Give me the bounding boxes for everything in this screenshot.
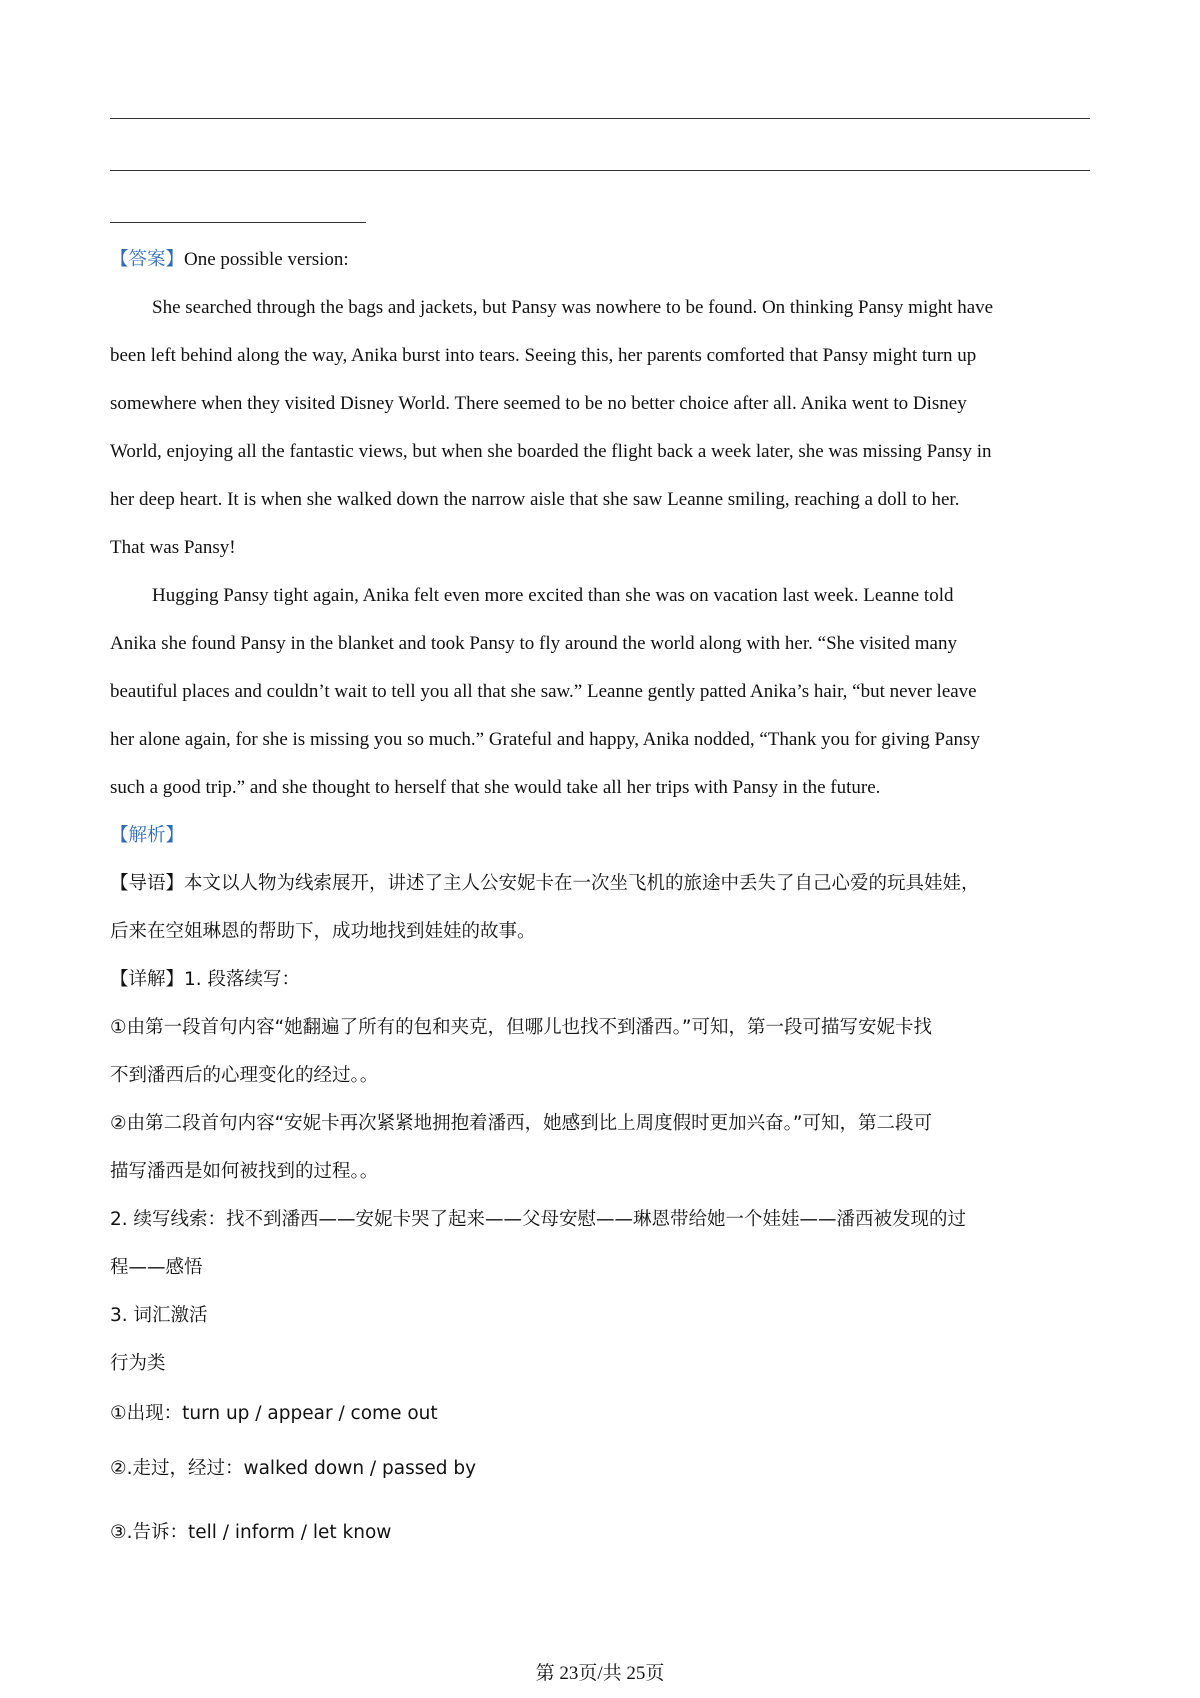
answer-line: somewhere when they visited Disney World. There seemed to be no better choice after all. Anika went to Disney — [110, 393, 967, 414]
analysis-line: 【导语】本文以人物为线索展开，讲述了主人公安妮卡在一次坐飞机的旅途中丢失了自己心爱的玩具娃娃， — [110, 873, 980, 894]
vocab-item: ①出现：turn up / appear / come out — [110, 1403, 438, 1424]
analysis-line: 行为类 — [110, 1353, 166, 1374]
analysis-line: ②由第二段首句内容“安妮卡再次紧紧地拥抱着潘西，她感到比上周度假时更加兴奋。”可知，第二段可 — [110, 1113, 933, 1134]
analysis-line: 程——感悟 — [110, 1257, 203, 1278]
answer-line: World, enjoying all the fantastic views, but when she boarded the flight back a week later, she was missing Pansy in — [110, 441, 992, 462]
answer-blank-line-3 — [110, 222, 366, 223]
analysis-line: 3. 词汇激活 — [110, 1305, 208, 1326]
answer-line: such a good trip.” and she thought to herself that she would take all her trips with Pansy in the future. — [110, 777, 881, 798]
vocab-item: ②.走过，经过：walked down / passed by — [110, 1458, 477, 1479]
answer-line: Hugging Pansy tight again, Anika felt even more excited than she was on vacation last week. Leanne told — [152, 585, 954, 606]
answer-line: her deep heart. It is when she walked down the narrow aisle that she saw Leanne smiling, reaching a doll to her. — [110, 489, 960, 510]
answer-blank-line-1 — [110, 118, 1090, 119]
analysis-line: 2. 续写线索：找不到潘西——安妮卡哭了起来——父母安慰——琳恩带给她一个娃娃——潘西被发现的过 — [110, 1209, 967, 1230]
page-number: 第 23页/共 25页 — [535, 1663, 665, 1684]
answer-intro: One possible version: — [184, 249, 349, 270]
answer-line: been left behind along the way, Anika burst into tears. Seeing this, her parents comforted that Pansy might turn up — [110, 345, 977, 366]
vocab-item: ③.告诉：tell / inform / let know — [110, 1522, 392, 1543]
analysis-line: 描写潘西是如何被找到的过程。。 — [110, 1161, 379, 1182]
answer-line: her alone again, for she is missing you so much.” Grateful and happy, Anika nodded, “Thank you for giving Pansy — [110, 729, 980, 750]
answer-heading — [110, 248, 1100, 272]
analysis-line: 【详解】1. 段落续写： — [110, 969, 301, 990]
answer-line: beautiful places and couldn’t wait to tell you all that she saw.” Leanne gently patted Anika’s hair, “but never leave — [110, 681, 977, 702]
analysis-line: 后来在空姐琳恩的帮助下，成功地找到娃娃的故事。 — [110, 921, 536, 942]
analysis-line: ①由第一段首句内容“她翻遍了所有的包和夹克，但哪儿也找不到潘西。”可知，第一段可描写安妮卡找 — [110, 1017, 933, 1038]
answer-blank-line-2 — [110, 170, 1090, 171]
answer-line: That was Pansy! — [110, 537, 236, 558]
analysis-label: 【解析】 — [110, 825, 185, 846]
answer-line: She searched through the bags and jackets, but Pansy was nowhere to be found. On thinking Pansy might have — [152, 297, 994, 318]
answer-line: Anika she found Pansy in the blanket and took Pansy to fly around the world along with her. “She visited many — [110, 633, 957, 654]
answer-label: 【答案】 — [110, 249, 185, 270]
analysis-line: 不到潘西后的心理变化的经过。。 — [110, 1065, 379, 1086]
